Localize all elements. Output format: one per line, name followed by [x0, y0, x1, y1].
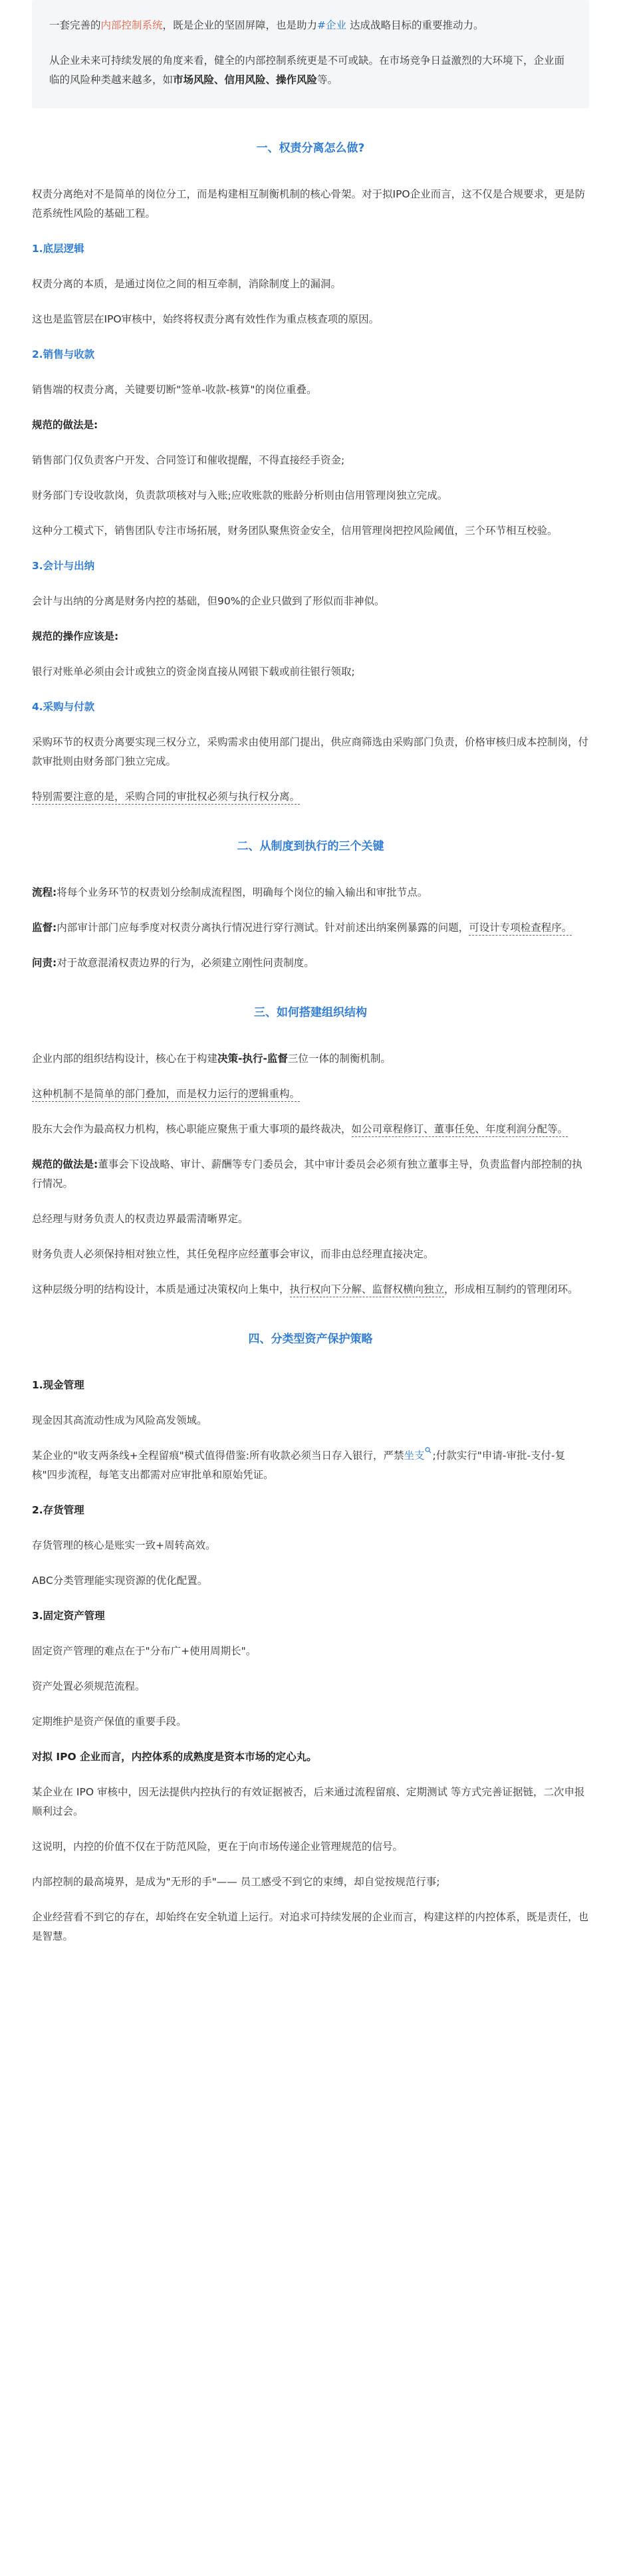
paragraph — [32, 787, 589, 807]
paragraph — [32, 1446, 589, 1485]
intro-box — [32, 0, 589, 108]
paragraph: 现金因其高流动性成为风险高发领域。 — [32, 1414, 207, 1426]
paragraph: 这种分工模式下，销售团队专注市场拓展，财务团队聚焦资金安全，信用管理岗把控风险阈值，三个环节相互校验。 — [32, 525, 558, 537]
intro-text: 从企业未来可持续发展的角度来看，健全的内部控制系统更是不可或缺。在市场竞争日益激烈的大环境下，企业面临的风险种类越来越多，如 — [49, 55, 565, 86]
label: 规范的做法是: — [32, 1158, 98, 1170]
paragraph: 财务负责人必须保持相对独立性，其任免程序应经董事会审议，而非由总经理直接决定。 — [32, 1248, 434, 1260]
section-title-4 — [32, 1330, 589, 1349]
paragraph: 资产处置必须规范流程。 — [32, 1680, 146, 1692]
subheading-accounting-cashier: 3.会计与出纳 — [32, 560, 95, 572]
paragraph: 权责分离绝对不是简单的岗位分工，而是构建相互制衡机制的核心骨架。对于拟IPO企业而言，这不仅是合规要求，更是防范系统性风险的基础工程。 — [32, 188, 586, 219]
section-2-heading: 二、从制度到执行的三个关键 — [237, 840, 384, 853]
intro-paragraph-1 — [49, 16, 572, 35]
paragraph: 销售部门仅负责客户开发、合同签订和催收提醒，不得直接经手资金; — [32, 454, 345, 466]
paragraph: 企业经营看不到它的存在，却始终在安全轨道上运行。对追求可持续发展的企业而言，构建这样的内控体系，既是责任，也是智慧。 — [32, 1911, 589, 1942]
intro-text: 一套完善的 — [49, 19, 101, 31]
subheading-fixed-assets: 3.固定资产管理 — [32, 1610, 105, 1622]
dashed-emphasis: 执行权向下分解、监督权横向独立 — [290, 1283, 445, 1297]
dashed-emphasis: 特别需要注意的是，采购合同的审批权必须与执行权分离。 — [32, 791, 300, 805]
text: 销售端的权责分离，关键要切断 — [32, 384, 177, 396]
text: 企业内部的组织结构设计，核心在于构建 — [32, 1053, 218, 1065]
paragraph — [32, 1120, 589, 1139]
intro-paragraph-2 — [49, 51, 572, 90]
intro-text: ，既是企业的坚固屏障，也是助力 — [162, 19, 318, 31]
risk-types-bold: 市场风险、信用风险、操作风险 — [173, 74, 318, 86]
subheading-cash-management: 1.现金管理 — [32, 1379, 84, 1391]
text: 这种层级分明的结构设计，本质是通过决策权向上集中， — [32, 1283, 290, 1295]
paragraph: 会计与出纳的分离是财务内控的基础，但90%的企业只做到了形似而非神似。 — [32, 595, 385, 607]
paragraph: 财务部门专设收款岗，负责款项核对与入账;应收账款的账龄分析则由信用管理岗独立完成。 — [32, 489, 448, 501]
paragraph: 总经理与财务负责人的权责边界最需清晰界定。 — [32, 1213, 249, 1225]
paragraph: 权责分离的本质，是通过岗位之间的相互牵制，消除制度上的漏洞。 — [32, 278, 342, 290]
paragraph: 某企业在 IPO 审核中，因无法提供内控执行的有效证据被否，后来通过流程留痕、定期测试 等方式完善证据链，二次申报顺利过会。 — [32, 1786, 585, 1817]
intro-text: 等。 — [317, 74, 338, 86]
section-title-1 — [32, 139, 589, 158]
paragraph — [32, 380, 589, 400]
text: 内部审计部门应每季度对权责分离执行情况进行穿行测试。针对前述出纳案例暴露的问题， — [57, 922, 469, 934]
dashed-emphasis: 这种机制不是简单的部门叠加，而是权力运行的逻辑重构。 — [32, 1088, 300, 1102]
subheading-standard-operation: 规范的操作应该是: — [32, 630, 119, 642]
text: ;付款实行"申请-审批-支付-复核"四步流程，每笔支出都需对应审批单和原始凭证。 — [32, 1450, 566, 1481]
paragraph — [32, 1155, 589, 1194]
paragraph: ABC分类管理能实现资源的优化配置。 — [32, 1575, 208, 1587]
paragraph: 内部控制的最高境界，是成为"无形的手"—— 员工感受不到它的束缚，却自觉按规范行事; — [32, 1876, 440, 1888]
key-accountability — [32, 954, 589, 973]
search-link-icon[interactable] — [425, 1447, 433, 1455]
paragraph: 这也是监管层在IPO审核中，始终将权责分离有效性作为重点核查项的原因。 — [32, 313, 380, 325]
section-1-heading: 一、权责分离怎么做? — [256, 142, 365, 155]
paragraph — [32, 1280, 589, 1299]
label: 监督: — [32, 922, 57, 934]
key-process — [32, 883, 589, 902]
text: 某企业的"收支两条线+全程留痕"模式值得借鉴:所有收款必须当日存入银行，严禁 — [32, 1450, 404, 1462]
paragraph: 存货管理的核心是账实一致+周转高效。 — [32, 1539, 216, 1551]
section-3-heading: 三、如何搭建组织结构 — [254, 1006, 367, 1019]
intro-text: 达成战略目标的重要推动力。 — [346, 19, 484, 31]
paragraph: 定期维护是资产保值的重要手段。 — [32, 1716, 187, 1728]
label: 流程: — [32, 886, 57, 898]
text: 三位一体的制衡机制。 — [287, 1053, 391, 1065]
subheading-standard-practice: 规范的做法是: — [32, 419, 98, 431]
subheading-inventory: 2.存货管理 — [32, 1504, 84, 1516]
section-title-3 — [32, 1003, 589, 1023]
subheading-sales-collection: 2.销售与收款 — [32, 348, 95, 360]
section-4-heading: 四、分类型资产保护策略 — [248, 1333, 373, 1346]
paragraph — [32, 1085, 589, 1104]
dashed-emphasis: 可设计专项检查程序。 — [469, 922, 572, 936]
key-supervision — [32, 918, 589, 938]
bold-text: 决策-执行-监督 — [217, 1053, 288, 1065]
text: 股东大会作为最高权力机构，核心职能应聚焦于重大事项的最终裁决， — [32, 1123, 352, 1135]
dashed-emphasis: 如公司章程修订、董事任免、年度利润分配等。 — [352, 1123, 568, 1137]
section-title-2 — [32, 837, 589, 856]
hashtag-link[interactable]: #企业 — [317, 19, 347, 31]
text: 董事会下设战略、审计、薪酬等专门委员会，其中审计委员会必须有独立董事主导，负责监督内部控制的执行情况。 — [32, 1158, 582, 1190]
label: 问责: — [32, 957, 57, 969]
text: 将每个业务环节的权责划分绘制成流程图，明确每个岗位的输入输出和审批节点。 — [57, 886, 428, 898]
highlight-internal-control: 内部控制系统 — [100, 19, 163, 31]
paragraph: 这说明，内控的价值不仅在于防范风险，更在于向市场传递企业管理规范的信号。 — [32, 1841, 404, 1853]
paragraph: 采购环节的权责分离要实现三权分立，采购需求由使用部门提出，供应商筛选由采购部门负责，价格审核归成本控制岗，付款审批则由财务部门独立完成。 — [32, 736, 589, 767]
term-link[interactable]: 坐支 — [404, 1450, 425, 1462]
bold-conclusion: 对拟 IPO 企业而言，内控体系的成熟度是资本市场的定心丸。 — [32, 1751, 317, 1763]
subheading-purchase-payment: 4.采购与付款 — [32, 701, 95, 713]
subheading-underlying-logic: 1.底层逻辑 — [32, 243, 84, 255]
paragraph: 固定资产管理的难点在于"分布广+使用周期长"。 — [32, 1645, 257, 1657]
text: "签单-收款-核算"的岗位重叠。 — [176, 384, 317, 396]
paragraph — [32, 1049, 589, 1069]
paragraph: 银行对账单必须由会计或独立的资金岗直接从网银下载或前往银行领取; — [32, 666, 355, 678]
text: ，形成相互制约的管理闭环。 — [444, 1283, 578, 1295]
text: 对于故意混淆权责边界的行为，必须建立刚性问责制度。 — [57, 957, 314, 969]
